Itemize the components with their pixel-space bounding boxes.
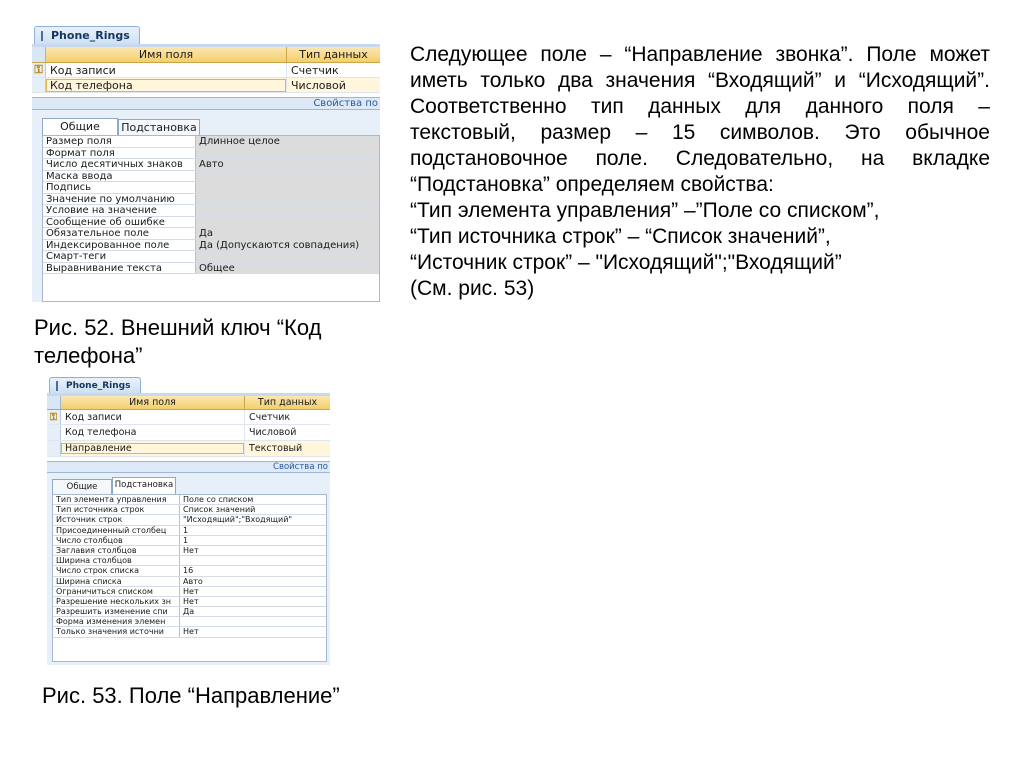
property-name: Сообщение об ошибке	[43, 217, 196, 228]
property-row[interactable]	[53, 556, 326, 566]
row-selector[interactable]	[47, 425, 61, 440]
property-name: Заглавия столбцов	[53, 546, 180, 555]
property-row[interactable]	[43, 171, 379, 183]
property-row[interactable]	[43, 263, 379, 275]
property-row[interactable]	[43, 205, 379, 217]
property-value[interactable]	[196, 182, 379, 193]
figure-caption-53: Рис. 53. Поле “Направление”	[42, 683, 340, 708]
table-tab[interactable]	[49, 377, 141, 393]
property-name: Источник строк	[53, 515, 180, 524]
row-selector[interactable]	[47, 441, 61, 456]
property-line: “Тип источника строк” – “Список значений”,	[410, 225, 831, 248]
property-value[interactable]	[196, 205, 379, 216]
row-selector[interactable]	[32, 78, 46, 92]
table-icon	[56, 381, 58, 391]
field-row[interactable]	[32, 63, 380, 78]
property-row[interactable]	[43, 228, 379, 240]
field-properties-bar: Свойства по	[32, 97, 380, 110]
property-row[interactable]	[43, 240, 379, 252]
property-name: Выравнивание текста	[43, 263, 196, 274]
property-value[interactable]: Авто	[183, 576, 203, 586]
table-design-panel-2	[47, 377, 330, 665]
property-name: Разрешение нескольких зн	[53, 597, 180, 606]
property-name: Число строк списка	[53, 566, 180, 575]
tab-general[interactable]: Общие	[42, 118, 118, 135]
field-row[interactable]	[32, 78, 380, 93]
property-value[interactable]: Поле со списком	[183, 495, 254, 504]
properties-table	[52, 494, 327, 662]
property-name: Смарт-теги	[43, 251, 196, 262]
tab-general[interactable]: Общие	[52, 479, 112, 494]
property-value[interactable]: Нет	[183, 586, 199, 596]
property-name: Ширина столбцов	[53, 556, 180, 565]
header-selector[interactable]	[32, 47, 46, 62]
property-value[interactable]	[196, 217, 379, 228]
data-type-cell[interactable]: Числовой	[244, 425, 330, 440]
tab-lookup[interactable]: Подстановка	[118, 119, 200, 135]
field-name-cell[interactable]: Код записи	[65, 411, 122, 423]
property-value[interactable]	[196, 148, 379, 159]
property-name: Присоединенный столбец	[53, 526, 180, 535]
property-value[interactable]: Длинное целое	[196, 136, 379, 147]
property-value[interactable]: 1	[183, 535, 189, 545]
field-name-cell[interactable]: Код телефона	[65, 427, 137, 438]
property-line: “Тип элемента управления” –”Поле со списком”,	[410, 199, 880, 222]
property-value[interactable]: Да	[196, 228, 379, 239]
property-row[interactable]	[43, 136, 379, 148]
data-type-cell[interactable]: Текстовый	[244, 441, 330, 456]
property-row[interactable]	[53, 495, 326, 505]
primary-key-icon: ⚿	[34, 63, 43, 76]
header-selector[interactable]	[47, 396, 61, 409]
property-name: Обязательное поле	[43, 228, 196, 239]
description-paragraph: Следующее поле – “Направление звонка”. Поле может иметь только два значения “Входящий” и “Исходящий”. Соответственно тип данных для данного поля – текстовый, размер – 15 символов. Это обычное подстановочное поле. Следовательно, на вкладке “Подстановка” определяем свойства:	[410, 43, 990, 196]
field-row[interactable]	[47, 441, 330, 457]
property-name: Форма изменения элемен	[53, 617, 180, 626]
property-line: “Источник строк” – "Исходящий";"Входящий”	[410, 251, 842, 274]
property-name: Подпись	[43, 182, 196, 193]
property-value[interactable]: Общее	[196, 263, 379, 274]
property-name: Число десятичных знаков	[43, 159, 196, 170]
property-row[interactable]	[53, 587, 326, 597]
field-name-header: Имя поля	[129, 397, 176, 408]
property-name: Индексированное поле	[43, 240, 196, 251]
property-row[interactable]	[53, 536, 326, 546]
field-grid-header	[47, 396, 330, 410]
field-row[interactable]	[47, 410, 330, 425]
field-name-cell[interactable]: Код записи	[50, 63, 116, 77]
property-value[interactable]: 16	[183, 566, 194, 576]
property-row[interactable]	[43, 182, 379, 194]
field-properties-area	[47, 473, 330, 665]
property-value[interactable]: Нет	[183, 627, 199, 637]
property-value[interactable]	[196, 194, 379, 205]
property-row[interactable]	[43, 251, 379, 263]
description-text	[410, 42, 990, 302]
property-row[interactable]	[53, 546, 326, 556]
property-value[interactable]	[196, 251, 379, 262]
table-design-panel-1	[32, 26, 380, 302]
property-name: Значение по умолчанию	[43, 194, 196, 205]
field-properties-bar: Свойства по	[47, 461, 330, 473]
property-value[interactable]	[196, 171, 379, 182]
row-selector[interactable]	[32, 63, 46, 77]
property-row[interactable]	[43, 194, 379, 206]
figure-reference: (См. рис. 53)	[410, 277, 535, 300]
table-tab-title: Phone_Rings	[51, 29, 130, 42]
field-name-header: Имя поля	[138, 48, 194, 61]
property-name: Ограничиться списком	[53, 587, 180, 596]
data-type-cell[interactable]: Числовой	[286, 78, 380, 92]
property-name: Тип источника строк	[53, 505, 180, 514]
property-value[interactable]: Да (Допускаются совпадения)	[196, 240, 379, 251]
caption-line: телефона”	[34, 343, 143, 368]
figure-caption-52	[34, 314, 321, 370]
field-row[interactable]	[47, 425, 330, 441]
primary-key-icon: ⚿	[49, 411, 58, 423]
property-name: Маска ввода	[43, 171, 196, 182]
property-value[interactable]: "Исходящий";"Входящий"	[183, 515, 293, 525]
tab-lookup[interactable]: Подстановка	[112, 477, 176, 494]
property-name: Условие на значение	[43, 205, 196, 216]
property-value[interactable]: 1	[183, 525, 189, 535]
property-row[interactable]	[53, 505, 326, 515]
data-type-header: Тип данных	[244, 396, 330, 409]
property-row[interactable]	[53, 597, 326, 607]
property-row[interactable]	[53, 566, 326, 576]
property-row[interactable]	[43, 217, 379, 229]
properties-table	[42, 135, 380, 302]
field-name-cell[interactable]: Код телефона	[46, 79, 286, 92]
field-grid-header	[32, 47, 380, 63]
property-value[interactable]: Список значений	[183, 505, 256, 515]
property-value[interactable]	[180, 617, 326, 626]
property-value[interactable]: Авто	[196, 159, 379, 170]
property-name: Тип элемента управления	[53, 495, 180, 504]
property-row[interactable]	[53, 627, 326, 637]
field-name-cell[interactable]: Направление	[61, 443, 244, 454]
property-name: Разрешить изменение спи	[53, 607, 180, 616]
data-type-cell[interactable]: Счетчик	[286, 63, 380, 77]
table-tab[interactable]	[34, 26, 140, 44]
property-row[interactable]	[53, 515, 326, 525]
field-properties-area	[32, 110, 380, 302]
property-value[interactable]: Нет	[183, 596, 199, 606]
property-row[interactable]	[43, 159, 379, 171]
row-selector[interactable]	[47, 410, 61, 424]
property-name: Ширина списка	[53, 577, 180, 586]
caption-line: Рис. 52. Внешний ключ “Код	[34, 315, 322, 340]
property-value[interactable]: Нет	[183, 545, 199, 555]
property-name: Размер поля	[43, 136, 196, 147]
data-type-header: Тип данных	[286, 47, 380, 62]
property-row[interactable]	[53, 526, 326, 536]
data-type-cell[interactable]: Счетчик	[244, 410, 330, 424]
table-tab-title: Phone_Rings	[66, 380, 131, 391]
property-row[interactable]	[53, 607, 326, 617]
property-row[interactable]	[53, 617, 326, 627]
property-name: Число столбцов	[53, 536, 180, 545]
table-icon	[41, 31, 43, 41]
property-row[interactable]	[43, 148, 379, 160]
property-name: Формат поля	[43, 148, 196, 159]
property-name: Только значения источни	[53, 627, 180, 636]
property-value[interactable]: Да	[183, 607, 195, 617]
property-row[interactable]	[53, 577, 326, 587]
property-value[interactable]	[180, 556, 326, 565]
